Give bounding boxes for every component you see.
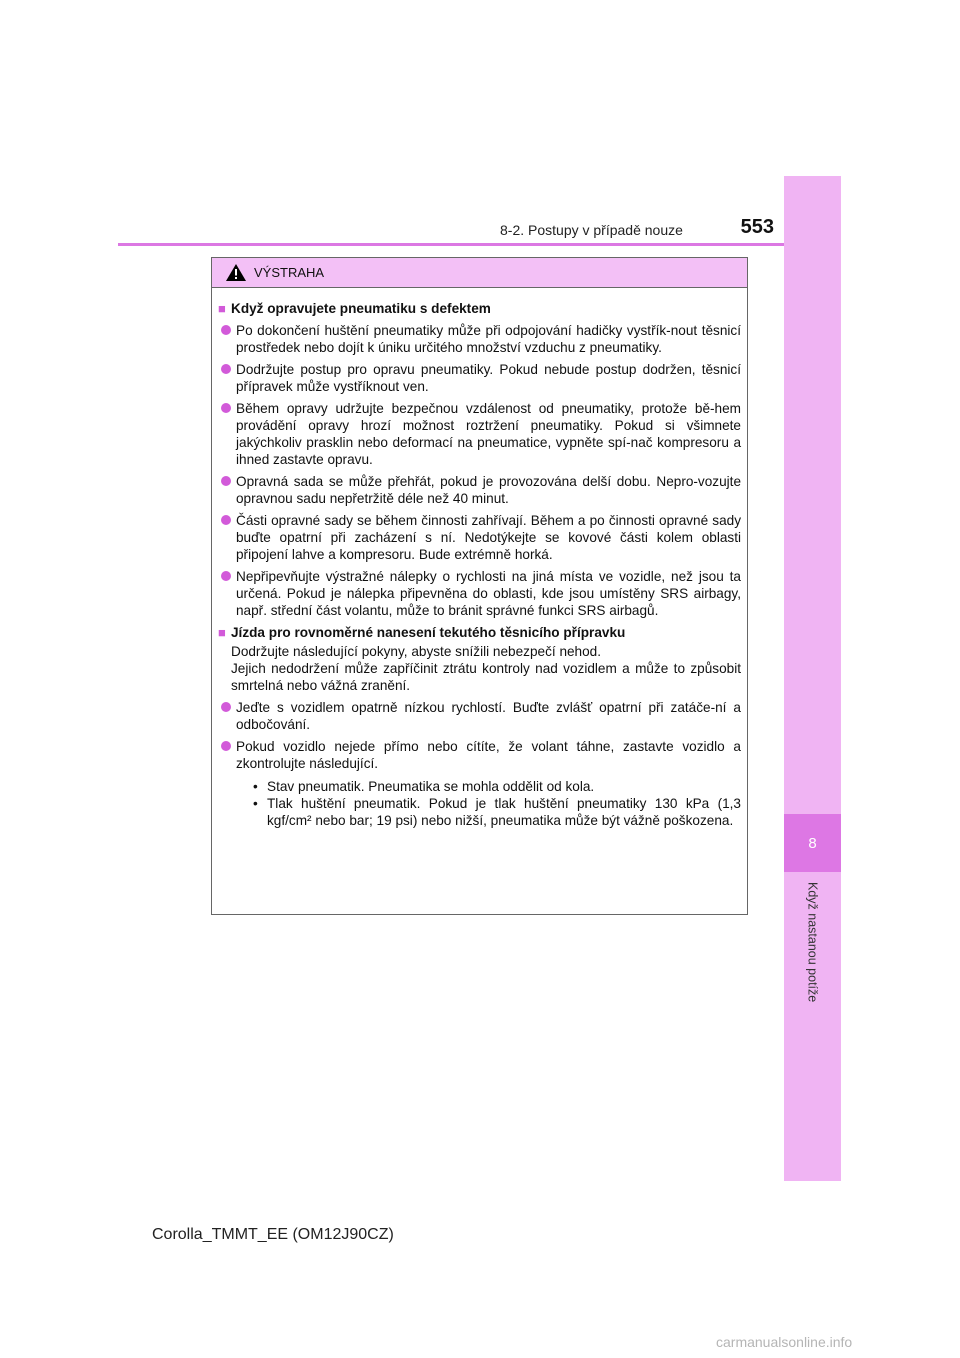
chapter-label: Když nastanou potíže (805, 882, 820, 1003)
square-bullet-icon: ■ (218, 301, 226, 316)
page-number: 553 (740, 216, 774, 238)
circle-bullet-icon (221, 515, 231, 525)
section-heading-repair (218, 300, 741, 317)
circle-bullet-icon (221, 325, 231, 335)
paragraph: Dodržujte následující pokyny, abyste snížili nebezpečí nehod. (231, 644, 602, 659)
section-title: 8-2. Postupy v případě nouze (500, 222, 683, 238)
list-item: Po dokončení huštění pneumatiky může při odpojování hadičky vystřík-nout těsnicí prostředek nebo dojít k úniku určitého množství vzduchu z pneumatiky. (221, 322, 741, 356)
chapter-side-tab (784, 176, 841, 1181)
circle-bullet-icon (221, 702, 231, 712)
list-item: Části opravné sady se během činnosti zahřívají. Během a po činnosti opravné sady buďte opatrní při zacházení s ní. Nedotýkejte se kovové části kolem oblasti připojení lahve a kompresoru. Bude extrémně horká. (221, 512, 741, 563)
warning-label: VÝSTRAHA (254, 265, 325, 280)
chapter-number: 8 (784, 814, 841, 872)
warning-triangle-icon (226, 264, 246, 281)
chapter-label-container (786, 882, 839, 1092)
warning-box (211, 257, 748, 915)
sub-list (253, 778, 741, 829)
circle-bullet-icon (221, 364, 231, 374)
list-item: Opravná sada se může přehřát, pokud je provozována delší dobu. Nepro-vozujte opravnou sadu nepřetržitě déle než 40 minut. (221, 473, 741, 507)
section-heading-driving (218, 624, 741, 641)
small-bullet-icon: • (253, 796, 258, 811)
header-rule (118, 243, 784, 246)
list-item: Jeďte s vozidlem opatrně nízkou rychlostí. Buďte zvlášť opatrní při zatáče-ní a odbočování. (221, 699, 741, 733)
warning-header (212, 258, 747, 288)
warning-body (212, 288, 747, 829)
list-item: Dodržujte postup pro opravu pneumatiky. Pokud nebude postup dodržen, těsnicí přípravek může vystříknout ven. (221, 361, 741, 395)
sub-list-item: • Stav pneumatik. Pneumatika se mohla oddělit od kola. (253, 779, 595, 794)
list-item: Během opravy udržujte bezpečnou vzdálenost od pneumatiky, protože bě-hem provádění opravy hrozí možnost roztržení pneumatiky. Pokud si všimnete jakýchkoliv prasklin nebo deformací na pneumatice, vypněte spí-nač kompresoru a ihned zastavte opravu. (221, 400, 741, 468)
circle-bullet-icon (221, 741, 231, 751)
circle-bullet-icon (221, 403, 231, 413)
sub-list-item: • Tlak huštění pneumatik. Pokud je tlak huštění pneumatiky 130 kPa (1,3 kgf/cm² nebo bar; 19 psi) nebo nižší, pneumatika může být vážně poškozena. (253, 796, 741, 828)
square-bullet-icon: ■ (218, 625, 226, 640)
paragraph: Jejich nedodržení může zapříčinit ztrátu kontroly nad vozidlem a může to způsobit smrtelná nebo vážná zranění. (231, 661, 741, 693)
section-heading-text: Když opravujete pneumatiku s defektem (231, 301, 491, 316)
list-item: Pokud vozidlo nejede přímo nebo cítíte, že volant táhne, zastavte vozidlo a zkontrolujte následující. (221, 738, 741, 772)
circle-bullet-icon (221, 571, 231, 581)
circle-bullet-icon (221, 476, 231, 486)
list-item: Nepřipevňujte výstražné nálepky o rychlosti na jiná místa ve vozidle, než jsou ta určená. Pokud je nálepka připevněna do oblasti, kde jsou umístěny SRS airbagy, např. střední část volantu, může to bránit správné funkci SRS airbagů. (221, 568, 741, 619)
small-bullet-icon: • (253, 779, 258, 794)
watermark-link[interactable]: carmanualsonline.info (716, 1334, 853, 1350)
section-heading-text: Jízda pro rovnoměrné nanesení tekutého těsnicího přípravku (231, 625, 626, 640)
model-code: Corolla_TMMT_EE (OM12J90CZ) (152, 1226, 394, 1243)
